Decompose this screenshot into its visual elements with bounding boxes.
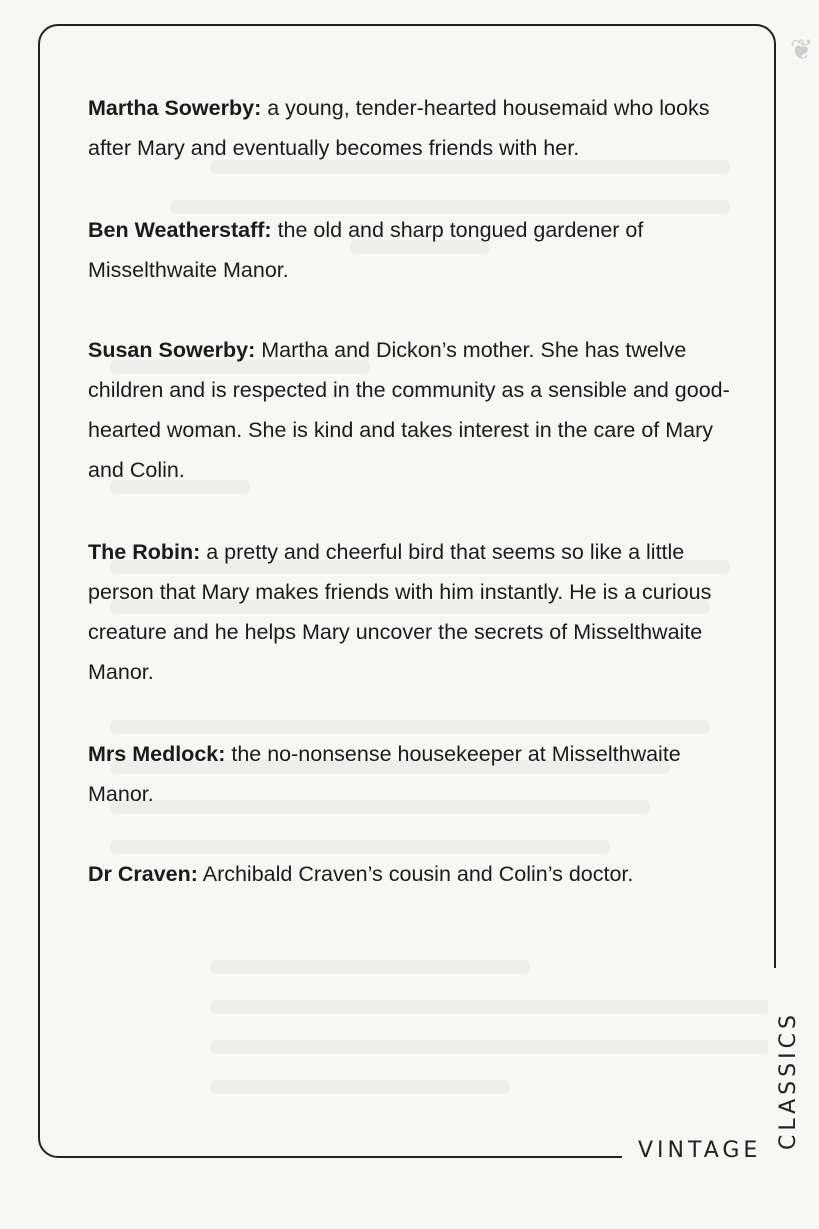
character-description: the old and sharp tongued gardener of Misselthwaite Manor. [88, 218, 644, 282]
publisher-brand-classics: CLASSICS [776, 1011, 801, 1150]
character-entry-ben-weatherstaff [88, 210, 738, 290]
character-name: Martha Sowerby: [88, 96, 262, 120]
character-name: Ben Weatherstaff: [88, 218, 272, 242]
character-entry-mrs-medlock [88, 734, 738, 814]
corner-ornament-icon: ❦ [790, 34, 814, 65]
character-list [88, 88, 738, 894]
character-name: Mrs Medlock: [88, 742, 226, 766]
character-entry-martha-sowerby [88, 88, 738, 168]
character-name: Dr Craven: [88, 862, 198, 886]
character-description: Archibald Craven’s cousin and Colin’s doctor. [197, 862, 634, 886]
character-description: a pretty and cheerful bird that seems so like a little person that Mary makes friends with him instantly. He is a curious creature and he helps Mary uncover the secrets of Misselthwaite Manor. [88, 540, 712, 684]
character-entry-susan-sowerby [88, 330, 738, 490]
character-entry-dr-craven [88, 854, 738, 894]
character-description: a young, tender-hearted housemaid who looks after Mary and eventually becomes friends with her. [88, 96, 710, 160]
character-description: the no-nonsense housekeeper at Misselthwaite Manor. [88, 742, 681, 806]
character-entry-the-robin [88, 532, 738, 692]
character-description: Martha and Dickon’s mother. She has twelve children and is respected in the community as a sensible and good-hearted woman. She is kind and takes interest in the care of Mary and Colin. [88, 338, 730, 482]
character-name: Susan Sowerby: [88, 338, 256, 362]
publisher-brand-vintage: VINTAGE [638, 1138, 762, 1163]
character-name: The Robin: [88, 540, 201, 564]
